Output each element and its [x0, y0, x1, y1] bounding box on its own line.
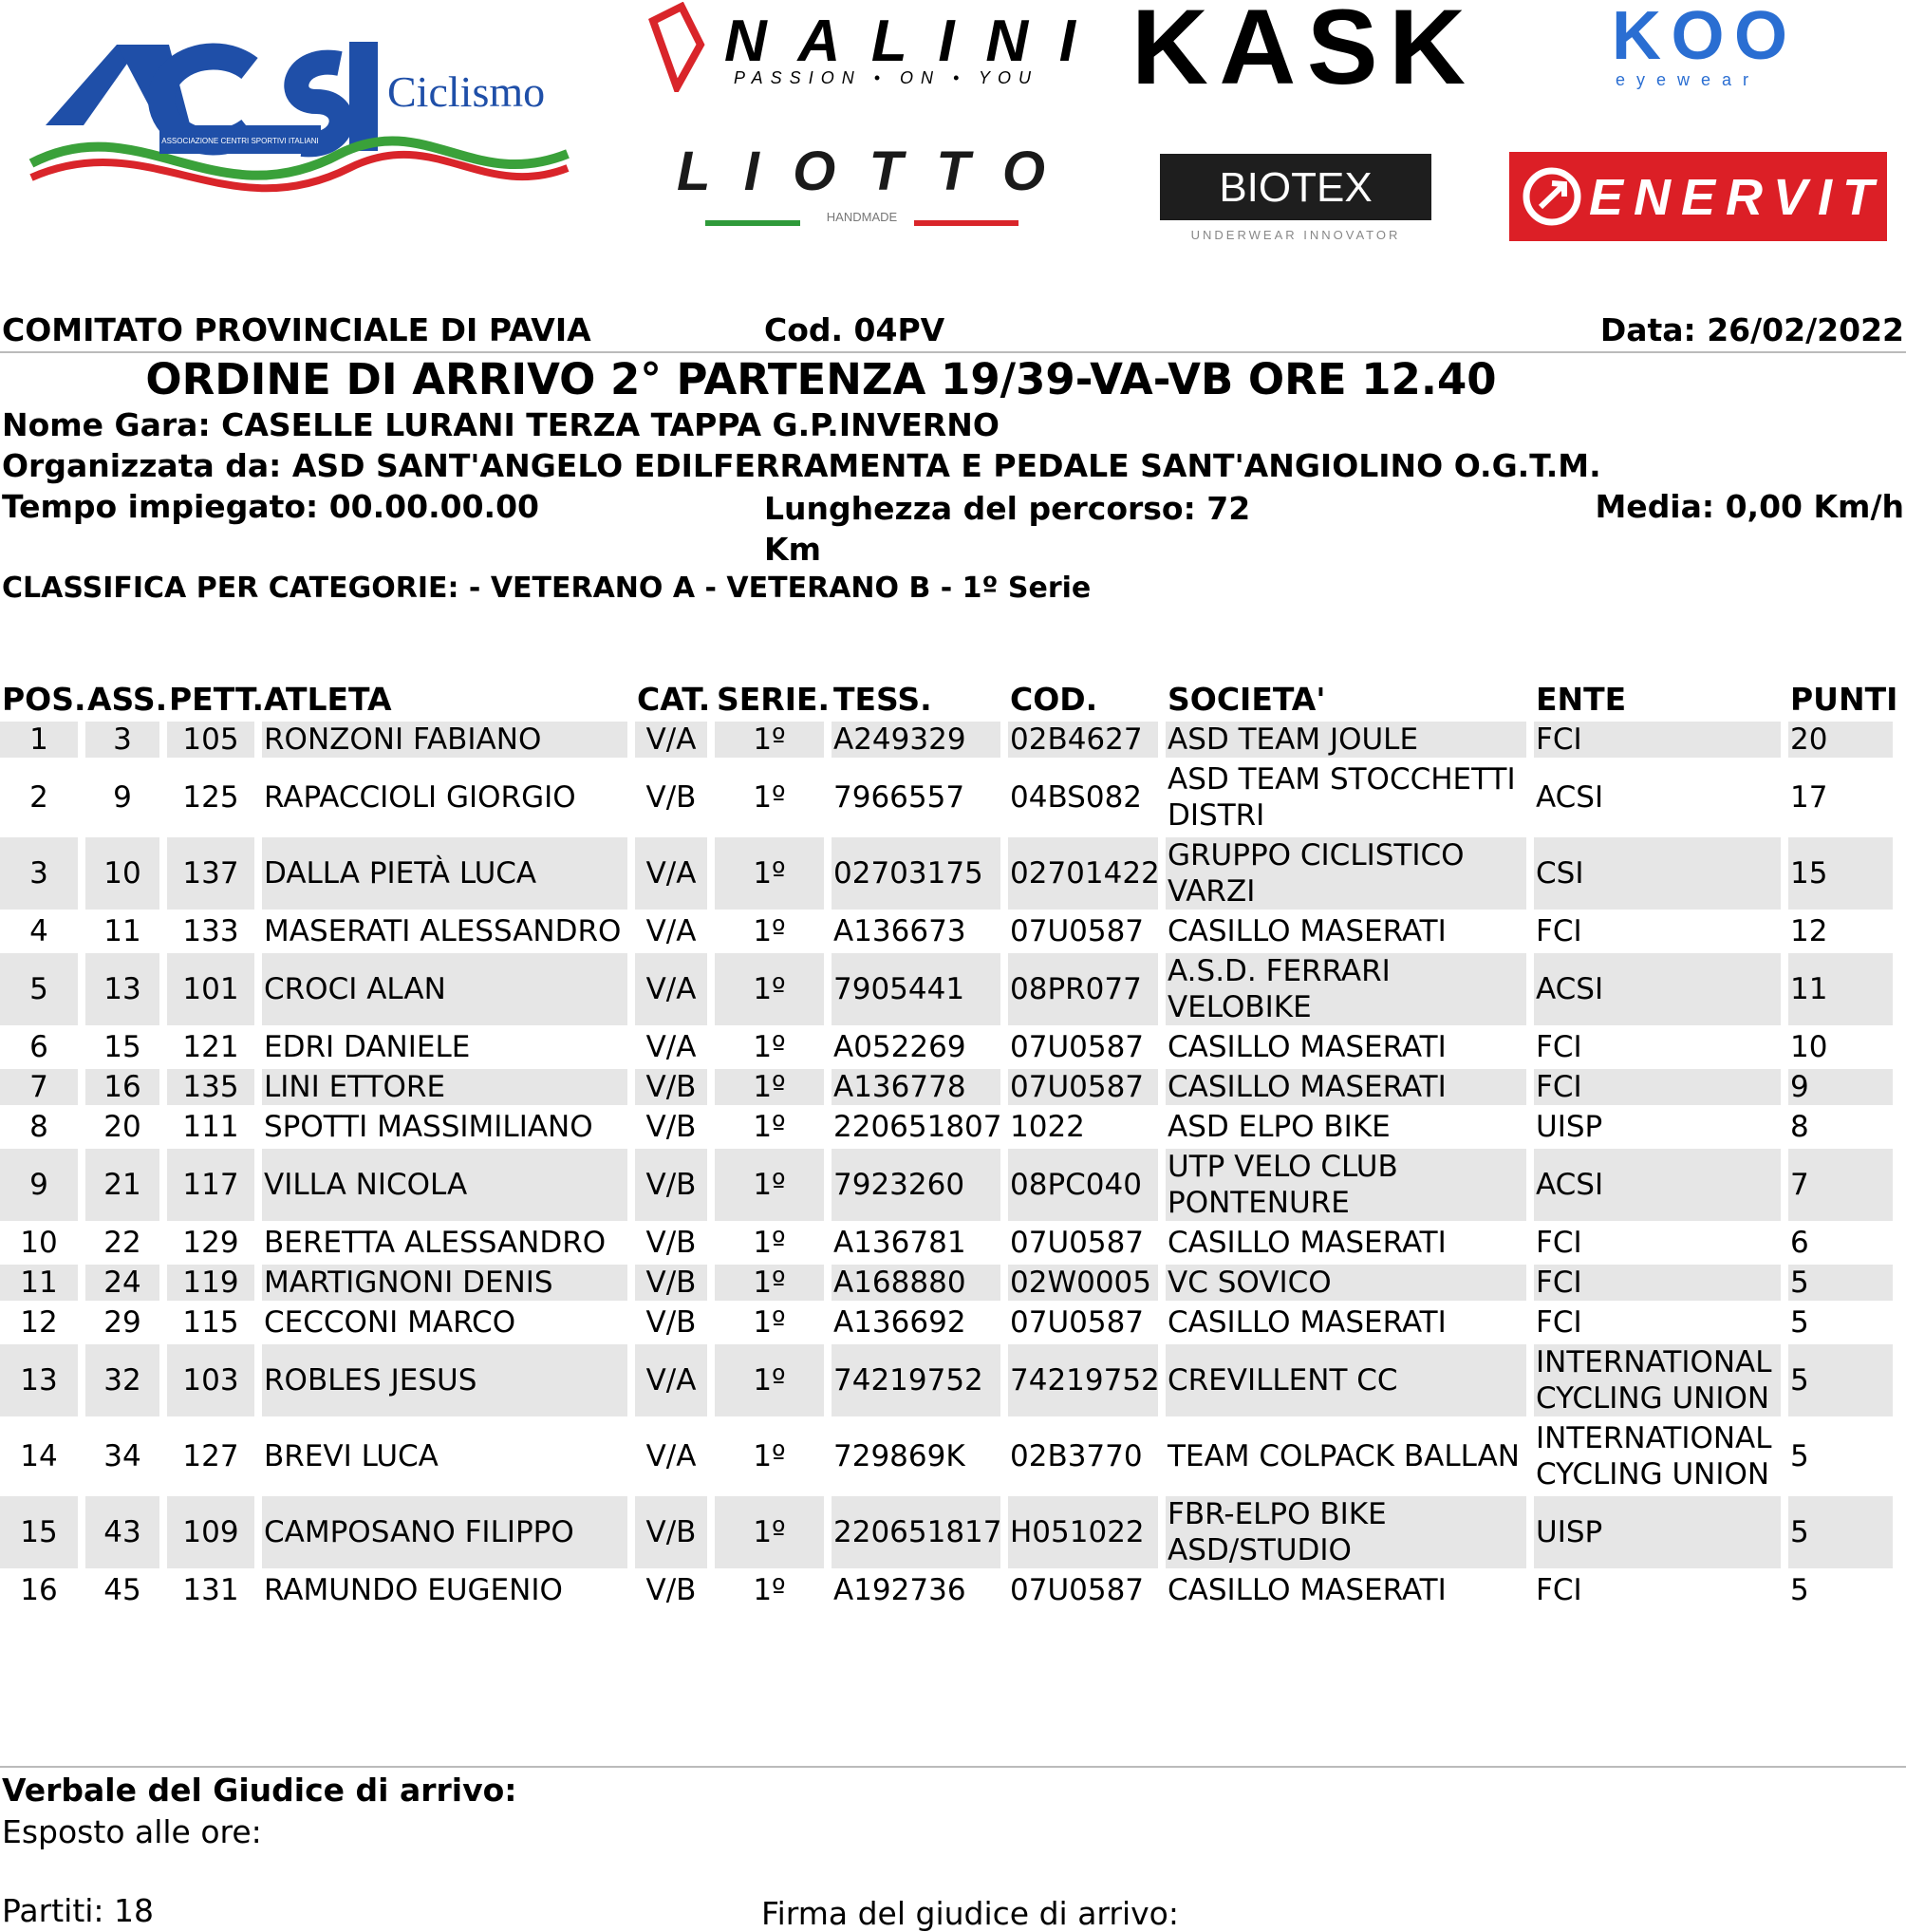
- cell-pos: 16: [0, 1572, 78, 1608]
- cell-ente: CSI: [1534, 837, 1781, 910]
- cell-ente: FCI: [1534, 1029, 1781, 1065]
- classification-label: CLASSIFICA PER CATEGORIE: - VETERANO A - VETERANO B - 1º Serie: [2, 572, 1092, 605]
- cell-pos: 14: [0, 1420, 78, 1492]
- table-row: [0, 1109, 1893, 1145]
- cell-ass: 20: [85, 1109, 159, 1145]
- cell-pett: 101: [167, 953, 254, 1025]
- cell-atleta: MASERATI ALESSANDRO: [262, 913, 627, 949]
- nalini-logo: [644, 2, 1090, 92]
- cell-punti: 17: [1788, 761, 1893, 834]
- table-row: [0, 1572, 1893, 1608]
- cell-serie: 1º: [715, 1420, 824, 1492]
- cell-serie: 1º: [715, 913, 824, 949]
- cell-ass: 9: [85, 761, 159, 834]
- cell-punti: 5: [1788, 1420, 1893, 1492]
- table-row: [0, 837, 1893, 910]
- cell-ente: FCI: [1534, 1265, 1781, 1301]
- average-speed: Media: 0,00 Km/h: [1595, 488, 1904, 525]
- cell-ente: UISP: [1534, 1109, 1781, 1145]
- cell-punti: 6: [1788, 1225, 1893, 1261]
- cell-ente: FCI: [1534, 1572, 1781, 1608]
- cell-ente: ACSI: [1534, 1149, 1781, 1221]
- cell-punti: 15: [1788, 837, 1893, 910]
- nalini-wordmark: NALINI: [724, 9, 1075, 74]
- koo-eyewear-logo: [1604, 0, 1794, 90]
- cell-ente: FCI: [1534, 1225, 1781, 1261]
- cell-pos: 10: [0, 1225, 78, 1261]
- cell-cat: V/A: [635, 1344, 707, 1416]
- cell-pett: 131: [167, 1572, 254, 1608]
- table-header-row: [0, 680, 1893, 718]
- cell-punti: 5: [1788, 1304, 1893, 1341]
- cell-pett: 119: [167, 1265, 254, 1301]
- cell-pos: 9: [0, 1149, 78, 1221]
- biotex-wordmark: BIOTEX: [1219, 164, 1373, 211]
- cell-societa: GRUPPO CICLISTICO VARZI: [1166, 837, 1526, 910]
- cell-tess: 7923260: [832, 1149, 1000, 1221]
- cell-societa: A.S.D. FERRARI VELOBIKE: [1166, 953, 1526, 1025]
- cell-cat: V/A: [635, 722, 707, 758]
- cell-pett: 117: [167, 1149, 254, 1221]
- cell-cat: V/A: [635, 1420, 707, 1492]
- cell-atleta: CAMPOSANO FILIPPO: [262, 1496, 627, 1568]
- organizer: Organizzata da: ASD SANT'ANGELO EDILFERRAMENTA E PEDALE SANT'ANGIOLINO O.G.T.M.: [2, 447, 1601, 484]
- cell-pos: 8: [0, 1109, 78, 1145]
- cell-ass: 34: [85, 1420, 159, 1492]
- cell-atleta: BREVI LUCA: [262, 1420, 627, 1492]
- cell-pett: 129: [167, 1225, 254, 1261]
- col-punti: PUNTI: [1790, 680, 1898, 718]
- koo-wordmark: KOO: [1612, 0, 1787, 74]
- cell-ass: 21: [85, 1149, 159, 1221]
- cell-cat: V/B: [635, 1069, 707, 1105]
- cell-atleta: CECCONI MARCO: [262, 1304, 627, 1341]
- cell-atleta: RONZONI FABIANO: [262, 722, 627, 758]
- cell-ente: FCI: [1534, 1069, 1781, 1105]
- cell-societa: FBR-ELPO BIKE ASD/STUDIO: [1166, 1496, 1526, 1568]
- cell-ass: 11: [85, 913, 159, 949]
- cell-cat: V/B: [635, 1149, 707, 1221]
- cell-serie: 1º: [715, 1225, 824, 1261]
- cell-ass: 45: [85, 1572, 159, 1608]
- cell-ass: 10: [85, 837, 159, 910]
- page-title: ORDINE DI ARRIVO 2° PARTENZA 19/39-VA-VB ORE 12.40: [145, 354, 1497, 404]
- cell-atleta: ROBLES JESUS: [262, 1344, 627, 1416]
- cell-punti: 8: [1788, 1109, 1893, 1145]
- cell-ass: 43: [85, 1496, 159, 1568]
- results-table: [0, 676, 1900, 1612]
- koo-tagline: eyewear: [1616, 70, 1761, 89]
- cell-atleta: SPOTTI MASSIMILIANO: [262, 1109, 627, 1145]
- cell-serie: 1º: [715, 1265, 824, 1301]
- cell-ass: 13: [85, 953, 159, 1025]
- cell-cod: 07U0587: [1008, 1304, 1158, 1341]
- cell-cat: V/A: [635, 1029, 707, 1065]
- cell-punti: 5: [1788, 1572, 1893, 1608]
- acsi-label: Ciclismo: [387, 67, 546, 116]
- cell-atleta: LINI ETTORE: [262, 1069, 627, 1105]
- cell-cat: V/B: [635, 1304, 707, 1341]
- col-tess: TESS.: [833, 680, 932, 718]
- cell-cod: 07U0587: [1008, 1069, 1158, 1105]
- cell-pos: 2: [0, 761, 78, 834]
- col-societa: SOCIETA': [1168, 680, 1326, 718]
- cell-serie: 1º: [715, 1344, 824, 1416]
- cell-punti: 10: [1788, 1029, 1893, 1065]
- cell-societa: CREVILLENT CC: [1166, 1344, 1526, 1416]
- cell-cod: 08PR077: [1008, 953, 1158, 1025]
- cell-atleta: DALLA PIETÀ LUCA: [262, 837, 627, 910]
- cell-tess: A136673: [832, 913, 1000, 949]
- cell-ass: 24: [85, 1265, 159, 1301]
- cell-punti: 20: [1788, 722, 1893, 758]
- cell-societa: ASD TEAM STOCCHETTI DISTRI: [1166, 761, 1526, 834]
- cell-cat: V/A: [635, 913, 707, 949]
- enervit-wordmark: ENERVIT: [1589, 169, 1874, 226]
- cell-ente: ACSI: [1534, 953, 1781, 1025]
- biotex-logo: [1160, 154, 1431, 244]
- cell-serie: 1º: [715, 1149, 824, 1221]
- cell-pett: 125: [167, 761, 254, 834]
- cell-societa: CASILLO MASERATI: [1166, 913, 1526, 949]
- cell-tess: 7966557: [832, 761, 1000, 834]
- cell-ente: ACSI: [1534, 761, 1781, 834]
- acsi-subtext: ASSOCIAZIONE CENTRI SPORTIVI ITALIANI: [161, 137, 319, 145]
- cell-atleta: MARTIGNONI DENIS: [262, 1265, 627, 1301]
- cell-pett: 111: [167, 1109, 254, 1145]
- cell-cod: 02B3770: [1008, 1420, 1158, 1492]
- cell-pos: 13: [0, 1344, 78, 1416]
- cell-ente: UISP: [1534, 1496, 1781, 1568]
- table-row: [0, 1149, 1893, 1221]
- code-label: Cod. 04PV: [764, 311, 945, 348]
- cell-pett: 109: [167, 1496, 254, 1568]
- table-row: [0, 1496, 1893, 1568]
- cell-societa: VC SOVICO: [1166, 1265, 1526, 1301]
- partiti-label: Partiti: 18: [2, 1892, 155, 1929]
- cell-pos: 4: [0, 913, 78, 949]
- cell-serie: 1º: [715, 1304, 824, 1341]
- cell-cat: V/B: [635, 761, 707, 834]
- cell-serie: 1º: [715, 1069, 824, 1105]
- biotex-tagline: UNDERWEAR INNOVATOR: [1190, 228, 1401, 242]
- table-row: [0, 1344, 1893, 1416]
- cell-ente: FCI: [1534, 1304, 1781, 1341]
- cell-tess: 220651807: [833, 1110, 1002, 1144]
- cell-ass: 3: [85, 722, 159, 758]
- cell-cat: V/B: [635, 1225, 707, 1261]
- cell-tess: 729869K: [832, 1420, 1000, 1492]
- cell-serie: 1º: [715, 1496, 824, 1568]
- table-row: [0, 1225, 1893, 1261]
- cell-societa: CASILLO MASERATI: [1166, 1069, 1526, 1105]
- cell-pos: 12: [0, 1304, 78, 1341]
- cell-pos: 11: [0, 1265, 78, 1301]
- cell-serie: 1º: [715, 1029, 824, 1065]
- cell-atleta: VILLA NICOLA: [262, 1149, 627, 1221]
- cell-pett: 133: [167, 913, 254, 949]
- col-pett: PETT.: [169, 680, 265, 718]
- cell-cod: 07U0587: [1008, 1029, 1158, 1065]
- cell-atleta: EDRI DANIELE: [262, 1029, 627, 1065]
- liotto-logo: [672, 142, 1052, 247]
- cell-cod: 1022: [1008, 1109, 1158, 1145]
- cell-atleta: RAPACCIOLI GIORGIO: [262, 761, 627, 834]
- cell-serie: 1º: [715, 761, 824, 834]
- cell-tess: A136778: [832, 1069, 1000, 1105]
- cell-punti: 5: [1788, 1265, 1893, 1301]
- cell-tess: 74219752: [832, 1344, 1000, 1416]
- cell-cod: 07U0587: [1008, 1225, 1158, 1261]
- table-row: [0, 953, 1893, 1025]
- nalini-tagline: PASSION • ON • YOU: [734, 68, 1038, 87]
- table-row: [0, 1420, 1893, 1492]
- cell-tess: A192736: [832, 1572, 1000, 1608]
- cell-pos: 3: [0, 837, 78, 910]
- date-label: Data: 26/02/2022: [1599, 311, 1904, 348]
- cell-serie: 1º: [715, 1572, 824, 1608]
- cell-cod: 08PC040: [1008, 1149, 1158, 1221]
- cell-cat: V/B: [635, 1496, 707, 1568]
- col-serie: SERIE.: [717, 680, 831, 718]
- cell-cod: 04BS082: [1008, 761, 1158, 834]
- cell-punti: 9: [1788, 1069, 1893, 1105]
- cell-cat: V/B: [635, 1572, 707, 1608]
- cell-cod: 07U0587: [1008, 1572, 1158, 1608]
- cell-ass: 16: [85, 1069, 159, 1105]
- table-row: [0, 1265, 1893, 1301]
- cell-serie: 1º: [715, 953, 824, 1025]
- cell-pett: 103: [167, 1344, 254, 1416]
- cell-pos: 6: [0, 1029, 78, 1065]
- cell-cod: 02W0005: [1008, 1265, 1158, 1301]
- cell-punti: 5: [1788, 1496, 1893, 1568]
- cell-tess: A136781: [832, 1225, 1000, 1261]
- signature-label: Firma del giudice di arrivo:: [761, 1895, 1179, 1932]
- esposto-label: Esposto alle ore:: [2, 1813, 262, 1850]
- table-row: [0, 1029, 1893, 1065]
- cell-cod: 74219752: [1008, 1344, 1158, 1416]
- cell-tess: A052269: [832, 1029, 1000, 1065]
- cell-punti: 11: [1788, 953, 1893, 1025]
- cell-serie: 1º: [715, 1109, 824, 1145]
- cell-ente: FCI: [1534, 722, 1781, 758]
- cell-cod: 07U0587: [1008, 913, 1158, 949]
- course-length: Lunghezza del percorso: 72 Km: [764, 490, 1251, 568]
- cell-pos: 5: [0, 953, 78, 1025]
- race-name: Nome Gara: CASELLE LURANI TERZA TAPPA G.P.INVERNO: [2, 406, 1000, 443]
- cell-cat: V/A: [635, 953, 707, 1025]
- cell-societa: UTP VELO CLUB PONTENURE: [1166, 1149, 1526, 1221]
- col-cod: COD.: [1010, 680, 1098, 718]
- cell-pett: 137: [167, 837, 254, 910]
- cell-pos: 7: [0, 1069, 78, 1105]
- cell-ass: 32: [85, 1344, 159, 1416]
- sponsor-logos: [0, 0, 1906, 285]
- cell-punti: 12: [1788, 913, 1893, 949]
- cell-punti: 7: [1788, 1149, 1893, 1221]
- cell-societa: CASILLO MASERATI: [1166, 1225, 1526, 1261]
- cell-tess: A136692: [832, 1304, 1000, 1341]
- kask-logo: [1131, 0, 1467, 90]
- cell-pett: 115: [167, 1304, 254, 1341]
- cell-cat: V/B: [635, 1265, 707, 1301]
- cell-serie: 1º: [715, 722, 824, 758]
- cell-atleta: RAMUNDO EUGENIO: [262, 1572, 627, 1608]
- cell-pett: 135: [167, 1069, 254, 1105]
- col-pos: POS.: [2, 680, 86, 718]
- cell-tess: 7905441: [832, 953, 1000, 1025]
- cell-pos: 1: [0, 722, 78, 758]
- cell-ass: 29: [85, 1304, 159, 1341]
- cell-atleta: BERETTA ALESSANDRO: [262, 1225, 627, 1261]
- cell-ente: INTERNATIONAL CYCLING UNION: [1534, 1344, 1781, 1416]
- table-row: [0, 761, 1893, 834]
- cell-pett: 121: [167, 1029, 254, 1065]
- cell-tess: A249329: [832, 722, 1000, 758]
- acsi-ciclismo-logo: [27, 30, 577, 211]
- cell-societa: ASD ELPO BIKE: [1166, 1109, 1526, 1145]
- cell-cod: 02B4627: [1008, 722, 1158, 758]
- table-row: [0, 722, 1893, 758]
- cell-pett: 127: [167, 1420, 254, 1492]
- cell-ente: INTERNATIONAL CYCLING UNION: [1534, 1420, 1781, 1492]
- cell-punti: 5: [1788, 1344, 1893, 1416]
- cell-societa: ASD TEAM JOULE: [1166, 722, 1526, 758]
- footer-divider: [0, 1766, 1906, 1768]
- cell-societa: CASILLO MASERATI: [1166, 1572, 1526, 1608]
- cell-tess: A168880: [832, 1265, 1000, 1301]
- committee-label: COMITATO PROVINCIALE DI PAVIA: [2, 311, 591, 348]
- table-row: [0, 913, 1893, 949]
- cell-atleta: CROCI ALAN: [262, 953, 627, 1025]
- cell-societa: TEAM COLPACK BALLAN: [1166, 1420, 1526, 1492]
- cell-cat: V/A: [635, 837, 707, 910]
- cell-tess: 220651817: [832, 1496, 1000, 1568]
- kask-wordmark: KASK: [1131, 0, 1466, 90]
- enervit-logo: [1509, 152, 1887, 241]
- cell-pos: 15: [0, 1496, 78, 1568]
- col-ass: ASS.: [87, 680, 168, 718]
- cell-cod: 02701422: [1008, 837, 1158, 910]
- col-atleta: ATLETA: [264, 680, 392, 718]
- cell-societa: CASILLO MASERATI: [1166, 1304, 1526, 1341]
- cell-ass: 15: [85, 1029, 159, 1065]
- cell-societa: CASILLO MASERATI: [1166, 1029, 1526, 1065]
- col-ente: ENTE: [1536, 680, 1627, 718]
- liotto-wordmark: LIOTTO: [677, 142, 1045, 202]
- verbale-label: Verbale del Giudice di arrivo:: [2, 1772, 517, 1809]
- time-used: Tempo impiegato: 00.00.00.00: [2, 488, 540, 525]
- col-cat: CAT.: [637, 680, 711, 718]
- table-row: [0, 1304, 1893, 1341]
- cell-serie: 1º: [715, 837, 824, 910]
- cell-tess: 02703175: [832, 837, 1000, 910]
- cell-pett: 105: [167, 722, 254, 758]
- cell-cat: V/B: [635, 1109, 707, 1145]
- liotto-tagline: HANDMADE: [826, 210, 898, 224]
- table-row: [0, 1069, 1893, 1105]
- cell-ass: 22: [85, 1225, 159, 1261]
- cell-ente: FCI: [1534, 913, 1781, 949]
- cell-cod: H051022: [1008, 1496, 1158, 1568]
